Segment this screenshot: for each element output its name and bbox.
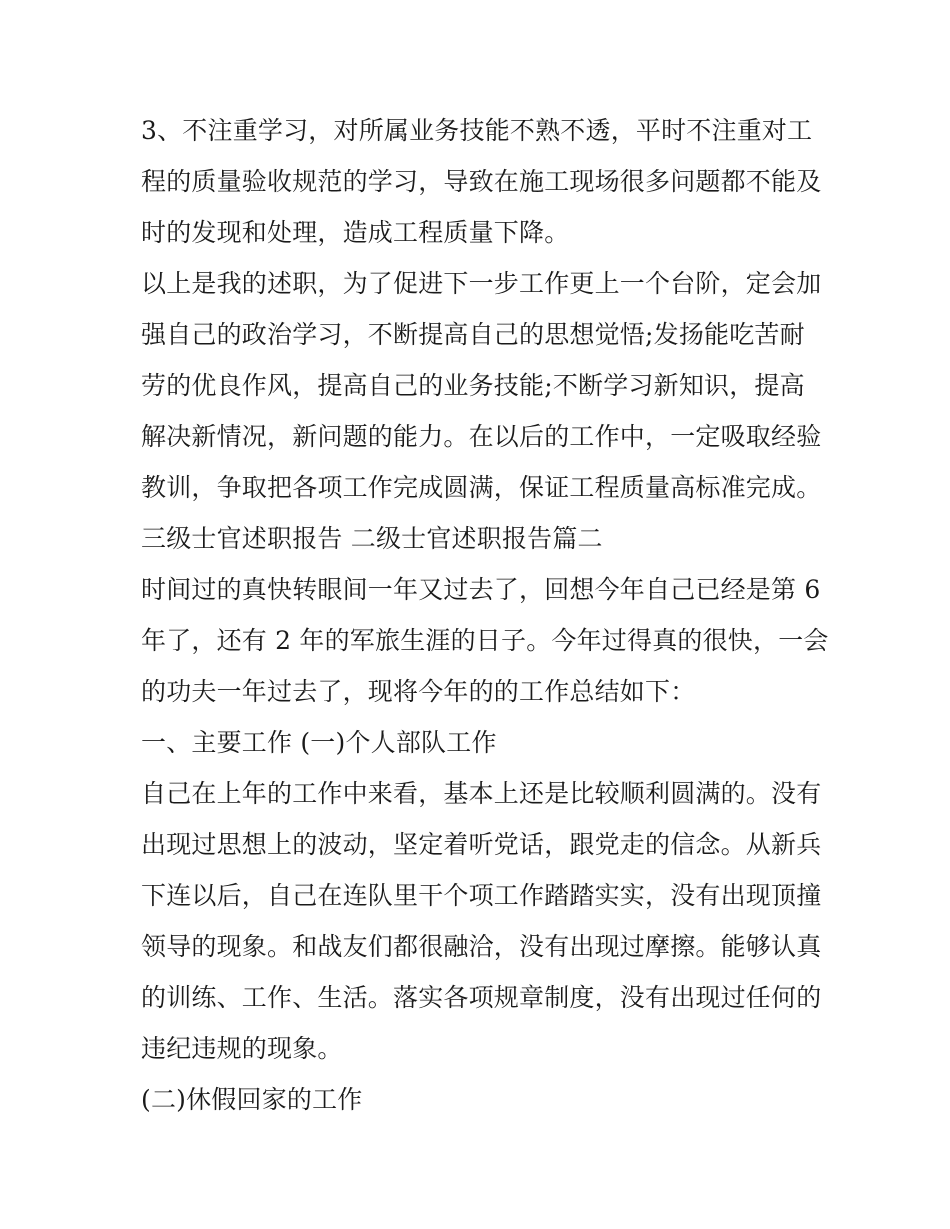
text-line: 强自己的政治学习，不断提高自己的思想觉悟;发扬能吃苦耐 [141, 320, 805, 349]
text-line: 的训练、工作、生活。落实各项规章制度，没有出现过任何的 [141, 983, 822, 1012]
text-line: 教训，争取把各项工作完成圆满，保证工程质量高标准完成。 [141, 473, 822, 502]
text-line: 自己在上年的工作中来看，基本上还是比较顺利圆满的。没有 [141, 779, 822, 808]
text-line: 领导的现象。和战友们都很融洽，没有出现过摩擦。能够认真 [141, 932, 822, 961]
text-line: 以上是我的述职，为了促进下一步工作更上一个台阶，定会加 [141, 269, 822, 298]
text-line: 时的发现和处理，造成工程质量下降。 [141, 218, 570, 247]
section-heading: 三级士官述职报告 二级士官述职报告篇二 [141, 524, 603, 553]
text-line: 劳的优良作风，提高自己的业务技能;不断学习新知识，提高 [141, 371, 805, 400]
text-line: 解决新情况，新问题的能力。在以后的工作中，一定吸取经验 [141, 422, 822, 451]
text-line: 下连以后，自己在连队里干个项工作踏踏实实，没有出现顶撞 [141, 881, 822, 910]
text-line: 时间过的真快转眼间一年又过去了，回想今年自己已经是第 6 [141, 575, 821, 604]
text-line: 的功夫一年过去了，现将今年的的工作总结如下： [141, 677, 696, 706]
subsection-heading: (二)休假回家的工作 [141, 1085, 363, 1114]
text-line: 出现过思想上的波动，坚定着听党话，跟党走的信念。从新兵 [141, 830, 822, 859]
document-body [141, 110, 829, 1130]
text-line: 程的质量验收规范的学习，导致在施工现场很多问题都不能及 [141, 167, 822, 196]
text-line: 违纪违规的现象。 [141, 1034, 343, 1063]
subsection-heading: 一、主要工作 (一)个人部队工作 [141, 728, 497, 757]
text-line: 3、不注重学习，对所属业务技能不熟不透，平时不注重对工 [141, 116, 813, 145]
text-line: 年了，还有 2 年的军旅生涯的日子。今年过得真的很快，一会 [141, 626, 829, 655]
